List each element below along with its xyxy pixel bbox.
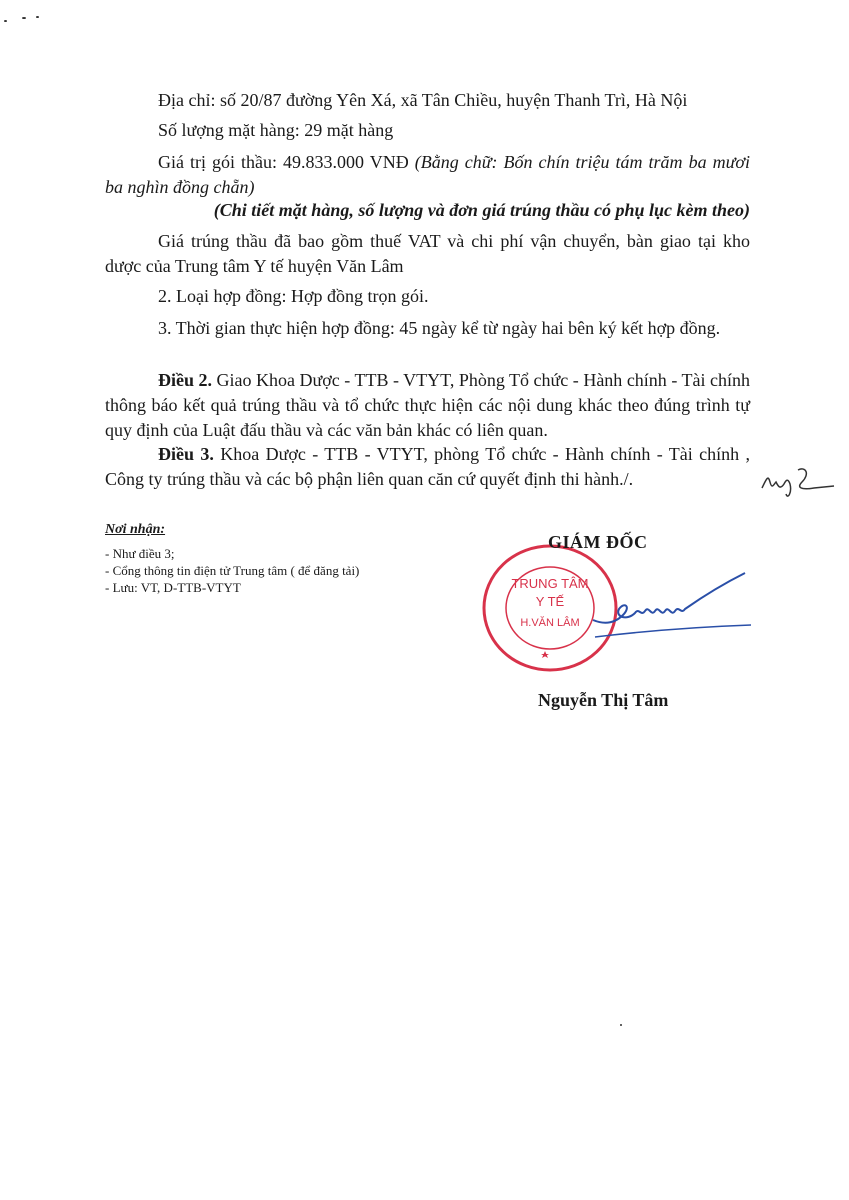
item-count-line: Số lượng mặt hàng: 29 mặt hàng <box>158 120 394 140</box>
signatory-name: Nguyễn Thị Tâm <box>538 690 669 710</box>
package-value-text: Giá trị gói thầu: 49.833.000 VNĐ <box>158 152 415 172</box>
handwritten-signature <box>585 565 755 645</box>
scan-speck <box>620 1024 622 1026</box>
scan-speck <box>22 17 26 19</box>
scan-speck <box>4 20 7 22</box>
signatory-title: GIÁM ĐỐC <box>548 532 648 552</box>
contract-time: 3. Thời gian thực hiện hợp đồng: 45 ngày kể từ ngày hai bên ký kết hợp đồng. <box>158 318 721 338</box>
handwritten-initials <box>758 462 838 502</box>
stamp-star-icon <box>541 651 549 658</box>
appendix-note-text: (Chi tiết mặt hàng, số lượng và đơn giá trúng thầu có phụ lục kèm theo) <box>213 200 750 220</box>
address-line: Địa chỉ: số 20/87 đường Yên Xá, xã Tân Chiều, huyện Thanh Trì, Hà Nội <box>158 90 688 110</box>
package-value-paragraph <box>105 150 750 200</box>
article-3 <box>105 442 750 492</box>
recipient-item: - Lưu: VT, D-TTB-VTYT <box>105 580 241 595</box>
appendix-note <box>105 198 750 223</box>
recipients-heading: Nơi nhận: <box>105 522 166 537</box>
stamp-line-3: H.VĂN LÂM <box>520 617 580 629</box>
recipient-item: - Như điều 3; <box>105 546 175 561</box>
article-3-label: Điều 3. <box>158 444 214 464</box>
price-note: Giá trúng thầu đã bao gồm thuế VAT và chi phí vận chuyển, bàn giao tại kho dược của Trung tâm Y tế huyện Văn Lâm <box>105 231 750 276</box>
article-2-label: Điều 2. <box>158 370 213 390</box>
stamp-line-1: TRUNG TÂM <box>511 576 589 591</box>
stamp-line-2: Y TẾ <box>535 594 565 609</box>
package-value-words: (Bằng chữ: Bốn chín triệu tám trăm ba mươi ba nghìn đồng chẵn) <box>105 152 750 197</box>
scan-speck <box>36 16 39 18</box>
recipient-item: - Cổng thông tin điện tử Trung tâm ( để đăng tải) <box>105 563 360 578</box>
article-2 <box>105 368 750 443</box>
contract-type: 2. Loại hợp đồng: Hợp đồng trọn gói. <box>158 286 429 306</box>
article-2-text: Giao Khoa Dược - TTB - VTYT, Phòng Tổ chức - Hành chính - Tài chính thông báo kết quả trúng thầu và tổ chức thực hiện các nội dung khác theo đúng trình tự quy định của Luật đấu thầu và các văn bản khác có liên quan. <box>105 370 750 440</box>
article-3-text: Khoa Dược - TTB - VTYT, phòng Tổ chức - Hành chính - Tài chính , Công ty trúng thầu và các bộ phận liên quan căn cứ quyết định thi hành./. <box>105 444 751 489</box>
recipients-list <box>105 545 359 596</box>
